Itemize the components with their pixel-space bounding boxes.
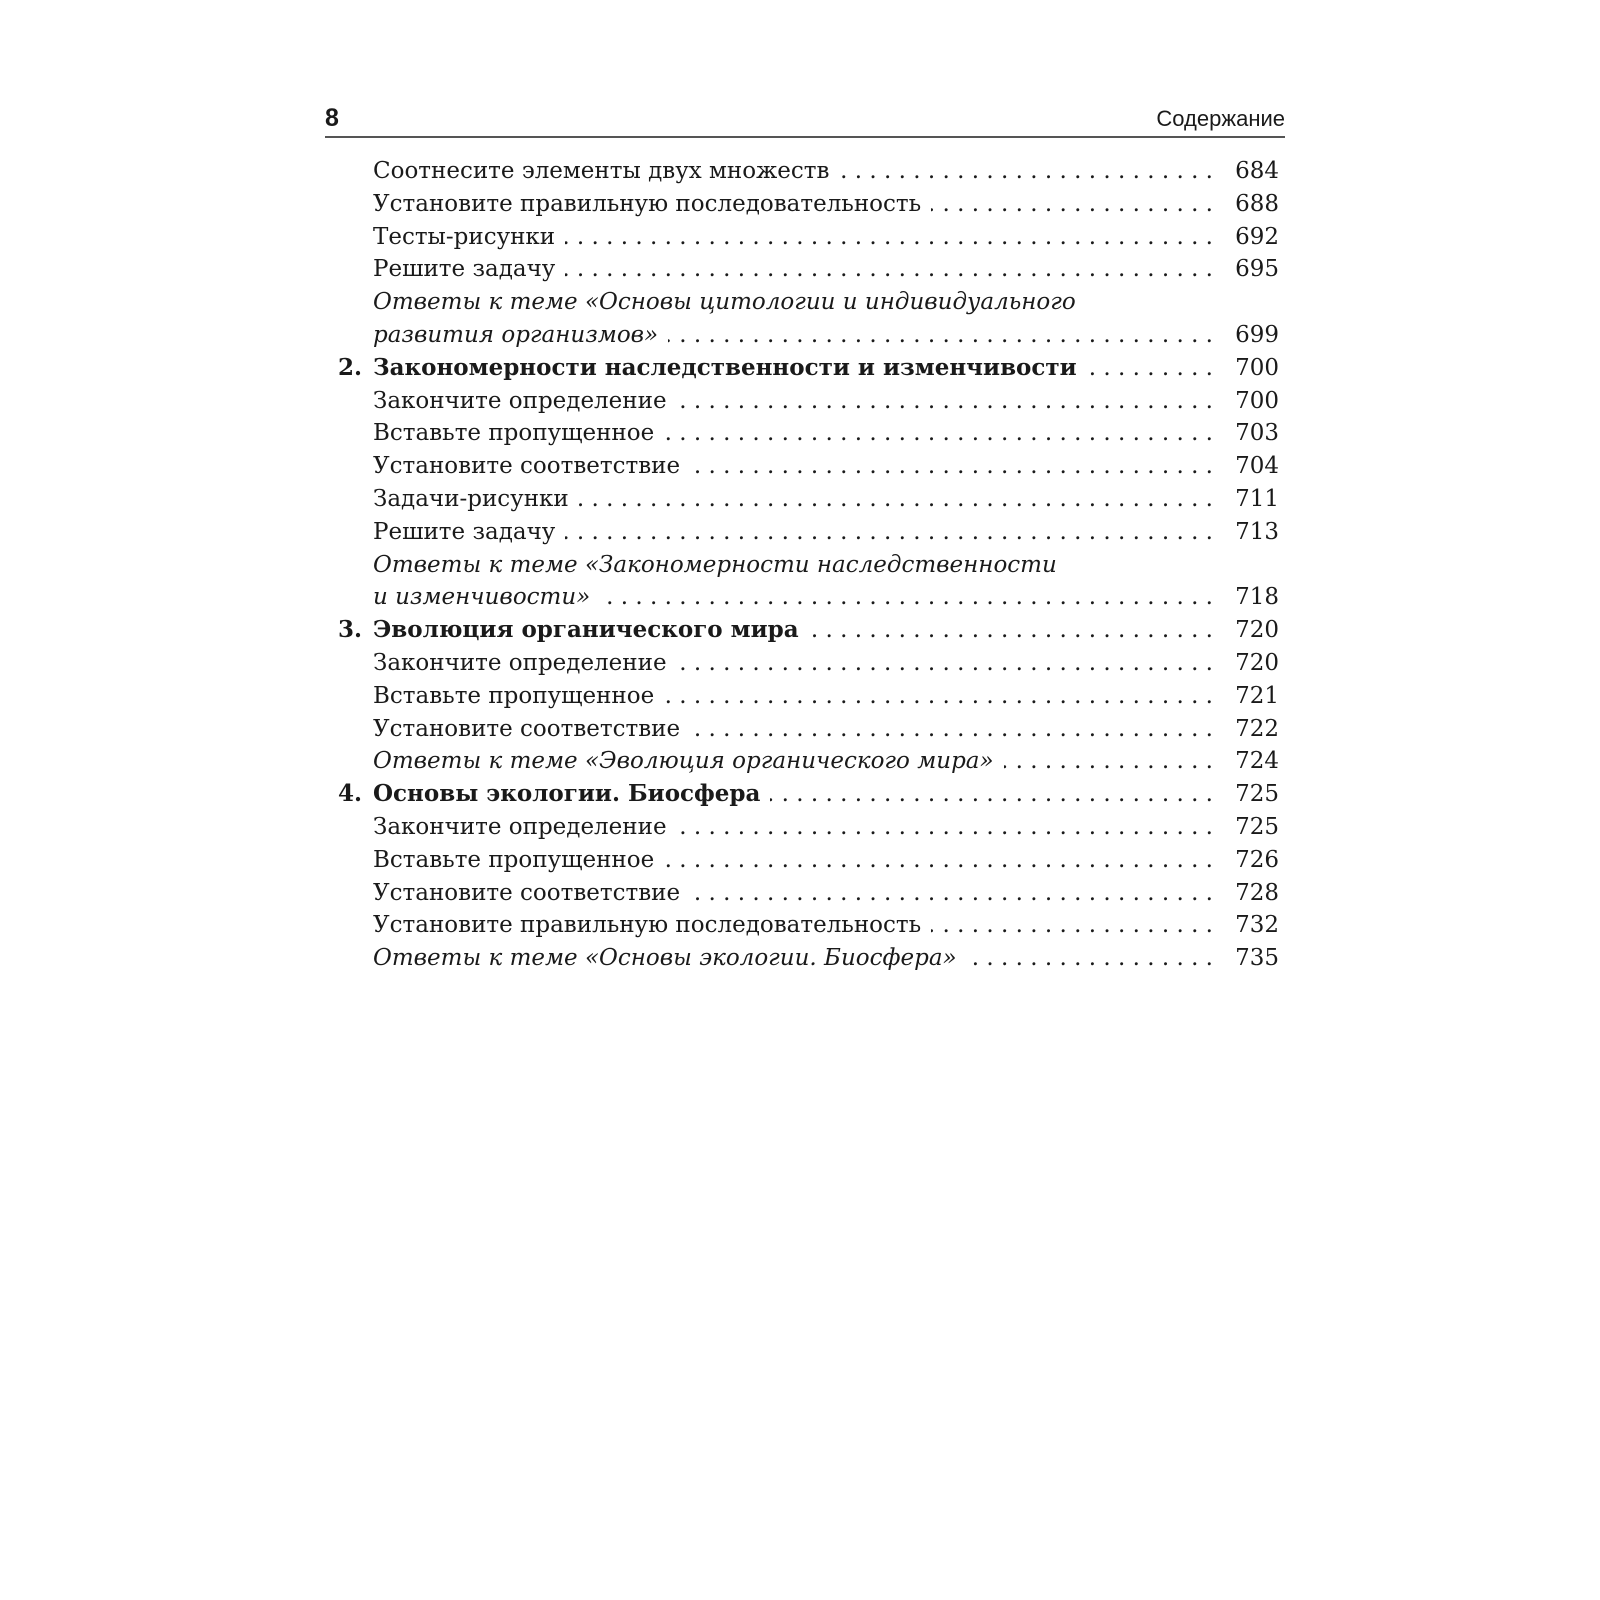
toc-entry-row	[325, 844, 1285, 877]
toc-entry-title: Установите правильную последовательность	[373, 912, 922, 939]
dot-leader	[579, 483, 1213, 516]
toc-entry-title: Закончите определение	[373, 649, 667, 676]
toc-entry-row	[325, 516, 1285, 549]
toc-entry-title: Ответы к теме «Закономерности наследственности	[373, 551, 1057, 578]
dot-leader	[839, 155, 1213, 188]
dot-leader	[690, 450, 1213, 483]
toc-entry-page: 720	[1235, 617, 1279, 644]
toc-entry-page: 725	[1235, 781, 1279, 808]
toc-entry-title: Ответы к теме «Основы цитологии и индивидуального	[373, 289, 1076, 316]
dot-leader	[664, 844, 1213, 877]
toc-entry-page: 692	[1235, 223, 1279, 250]
toc-entry-row	[325, 811, 1285, 844]
dot-leader	[931, 909, 1213, 942]
toc-chapter-row	[325, 778, 1285, 811]
toc-entry-title: Ответы к теме «Основы экологии. Биосфера»	[373, 945, 957, 972]
dot-leader	[690, 877, 1213, 910]
toc-entry-page: 725	[1235, 813, 1279, 840]
toc-entry-page: 728	[1235, 879, 1279, 906]
dot-leader	[770, 778, 1213, 811]
running-header	[325, 92, 1285, 138]
dot-leader	[690, 713, 1213, 746]
dot-leader	[931, 188, 1213, 221]
toc-entry-title: Вставьте пропущенное	[373, 846, 655, 873]
toc-entry-page: 699	[1235, 321, 1279, 348]
dot-leader	[565, 516, 1213, 549]
toc-entry-title: Эволюция органического мира	[373, 616, 799, 644]
toc-entry-row	[325, 549, 1285, 582]
dot-leader	[1004, 745, 1213, 778]
toc-entry-title: и изменчивости»	[373, 584, 591, 611]
toc-entry-title: Задачи-рисунки	[373, 485, 569, 512]
document-page	[325, 92, 1285, 975]
toc-entry-title: Ответы к теме «Эволюция органического мира»	[373, 748, 994, 775]
toc-entry-row	[325, 385, 1285, 418]
toc-entry-row	[325, 253, 1285, 286]
dot-leader	[677, 811, 1213, 844]
toc-entry-title: Решите задачу	[373, 518, 556, 545]
toc-entry-page: 735	[1235, 945, 1279, 972]
toc-entry-page: 726	[1235, 846, 1279, 873]
page-number: 8	[325, 104, 339, 132]
toc-entry-page: 700	[1235, 354, 1279, 381]
dot-leader	[668, 319, 1213, 352]
toc-entry-title: развития организмов»	[373, 321, 659, 348]
toc-entry-page: 704	[1235, 453, 1279, 480]
toc-entry-title: Вставьте пропущенное	[373, 682, 655, 709]
toc-chapter-row	[325, 614, 1285, 647]
toc-entry-row	[325, 713, 1285, 746]
toc-entry-title: Установите соответствие	[373, 715, 681, 742]
toc-entry-row	[325, 450, 1285, 483]
toc-entry-row	[325, 188, 1285, 221]
toc-entry-title: Установите соответствие	[373, 879, 681, 906]
toc-entry-row	[325, 942, 1285, 975]
toc-entry-title: Основы экологии. Биосфера	[373, 780, 761, 808]
toc-entry-row	[325, 877, 1285, 910]
toc-entry-title: Вставьте пропущенное	[373, 420, 655, 447]
toc-entry-row	[325, 680, 1285, 713]
toc-entry-row	[325, 319, 1285, 352]
dot-leader	[664, 417, 1213, 450]
toc-entry-row	[325, 647, 1285, 680]
toc-entry-page: 695	[1235, 256, 1279, 283]
toc-entry-number: 2.	[338, 353, 363, 381]
toc-entry-row	[325, 417, 1285, 450]
dot-leader	[677, 647, 1213, 680]
toc-chapter-row	[325, 352, 1285, 385]
dot-leader	[677, 385, 1213, 418]
dot-leader	[664, 680, 1213, 713]
dot-leader	[565, 221, 1213, 254]
running-header-title: Содержание	[1156, 106, 1285, 131]
toc-entry-row	[325, 483, 1285, 516]
table-of-contents	[325, 155, 1285, 975]
toc-entry-page: 711	[1235, 485, 1279, 512]
dot-leader	[600, 581, 1213, 614]
toc-entry-number: 3.	[338, 616, 363, 644]
toc-entry-title: Решите задачу	[373, 256, 556, 283]
toc-entry-row	[325, 155, 1285, 188]
toc-entry-page: 732	[1235, 912, 1279, 939]
dot-leader	[1087, 352, 1213, 385]
toc-entry-page: 688	[1235, 190, 1279, 217]
toc-entry-row	[325, 909, 1285, 942]
toc-entry-page: 724	[1235, 748, 1279, 775]
toc-entry-title: Соотнесите элементы двух множеств	[373, 158, 830, 184]
toc-entry-title: Установите правильную последовательность	[373, 190, 922, 217]
toc-entry-page: 703	[1235, 420, 1279, 447]
toc-entry-page: 722	[1235, 715, 1279, 742]
toc-entry-page: 684	[1235, 158, 1279, 184]
toc-entry-title: Тесты-рисунки	[373, 223, 556, 250]
toc-entry-row	[325, 745, 1285, 778]
toc-entry-title: Закономерности наследственности и изменчивости	[373, 353, 1077, 381]
toc-entry-page: 721	[1235, 682, 1279, 709]
toc-entry-page: 720	[1235, 649, 1279, 676]
dot-leader	[565, 253, 1213, 286]
toc-entry-row	[325, 286, 1285, 319]
toc-entry-title: Установите соответствие	[373, 453, 681, 480]
toc-entry-page: 713	[1235, 518, 1279, 545]
dot-leader	[967, 942, 1213, 975]
dot-leader	[809, 614, 1213, 647]
toc-entry-number: 4.	[338, 780, 363, 808]
toc-entry-title: Закончите определение	[373, 813, 667, 840]
toc-entry-title: Закончите определение	[373, 387, 667, 414]
toc-entry-page: 700	[1235, 387, 1279, 414]
toc-entry-page: 718	[1235, 584, 1279, 611]
toc-entry-row	[325, 581, 1285, 614]
toc-entry-row	[325, 221, 1285, 254]
